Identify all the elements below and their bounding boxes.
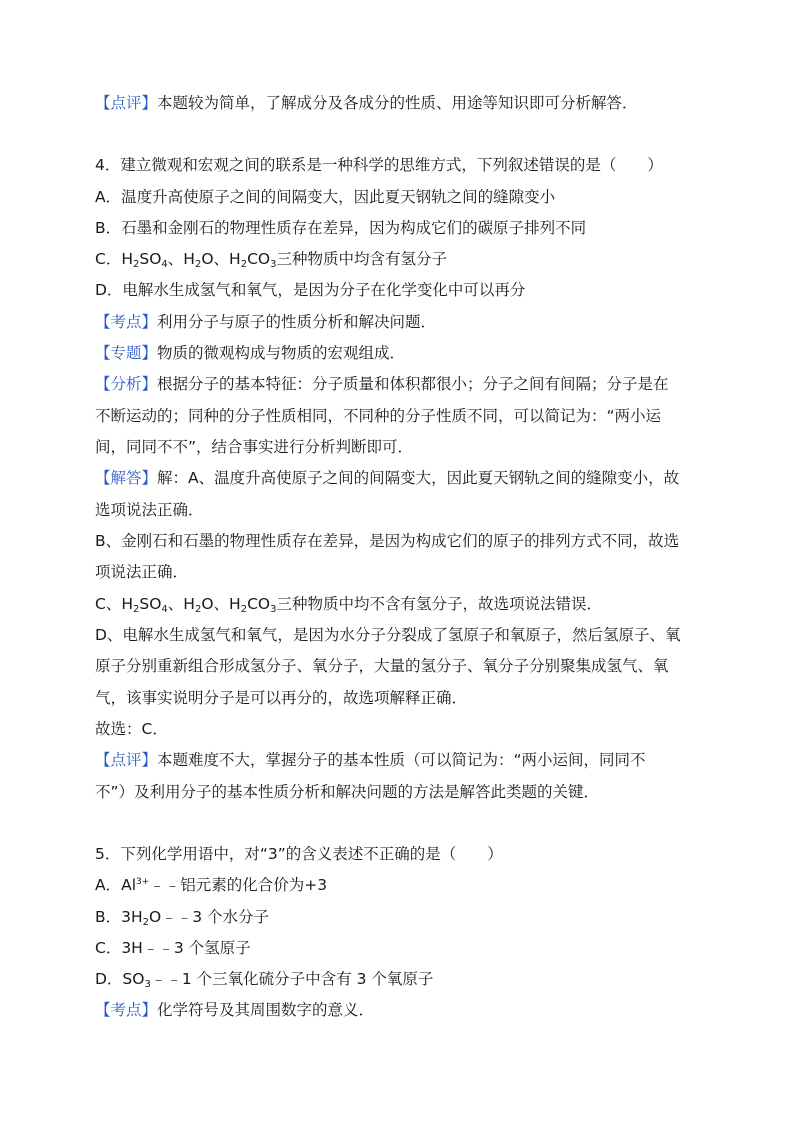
formula-subscript: 3: [270, 604, 277, 615]
q5-option-b: [95, 908, 269, 927]
charge-superscript: 3+: [136, 877, 150, 887]
zhuanti-tag: 【专题】: [95, 344, 158, 362]
formula-subscript: 2: [194, 604, 202, 615]
option-d-suffix: ﹣﹣1 个三氧化硫分子中含有 3 个氧原子: [150, 970, 434, 988]
q4-jieda-line2: 选项说法正确．: [95, 501, 204, 519]
q4-dianping-line2: 不”）及利用分子的基本性质分析和解决问题的方法是解答此类题的关键．: [95, 783, 600, 801]
dianping-tag: 【点评】: [95, 751, 158, 769]
q5-kaodian: [95, 1001, 374, 1020]
option-b-suffix: O﹣﹣3 个水分子: [149, 908, 270, 926]
formula-subscript: 2: [132, 259, 140, 270]
formula-part: H: [183, 250, 195, 268]
q4-jieda-line7: 原子分别重新组合形成氢分子、氧分子，大量的氢分子、氧分子分别聚集成氢气、氧: [95, 657, 669, 675]
q5-option-a: [95, 876, 327, 895]
formula-subscript: 3: [270, 259, 277, 270]
kaodian-tag: 【考点】: [95, 1001, 158, 1019]
formula-part: SO: [139, 250, 162, 268]
separator: 、: [213, 595, 230, 613]
q4-zhuanti: [95, 344, 405, 363]
formula-subscript: 2: [142, 917, 150, 928]
review-tag: 【点评】: [95, 94, 158, 112]
q4-jieda-line4: 项说法正确．: [95, 563, 189, 581]
q4-fenxi-line3: 间，同同不不”，结合事实进行分析判断即可．: [95, 438, 414, 456]
formula-subscript: 2: [194, 259, 202, 270]
jieda-tag: 【解答】: [95, 469, 158, 487]
fenxi-text: 根据分子的基本特征：分子质量和体积都很小；分子之间有间隔；分子是在: [157, 375, 669, 393]
jieda-c-prefix: C、: [95, 595, 122, 613]
formula-part: CO: [247, 595, 271, 613]
q4-answer: 故选：C．: [95, 720, 168, 738]
q5-option-d: [95, 970, 433, 989]
kaodian-text: 利用分子与原子的性质分析和解决问题．: [157, 313, 437, 331]
q4-option-b: B．石墨和金刚石的物理性质存在差异，因为构成它们的碳原子排列不同: [95, 219, 587, 237]
q4-fenxi: [95, 375, 669, 394]
option-c-prefix: C．: [95, 250, 122, 268]
jieda-c-suffix: 三种物质中均不含有氢分子，故选项说法错误．: [276, 595, 602, 613]
formula-part: H: [121, 595, 133, 613]
option-a-suffix: ﹣﹣铝元素的化合价为+3: [149, 876, 328, 894]
q4-dianping: [95, 751, 646, 770]
kaodian-text: 化学符号及其周围数字的意义．: [157, 1001, 375, 1019]
formula-part: O: [201, 595, 214, 613]
dianping-text: 本题难度不大，掌握分子的基本性质（可以简记为：“两小运间，同同不: [157, 751, 646, 769]
option-a-prefix: A．Al: [95, 876, 137, 894]
formula-subscript: 2: [132, 604, 140, 615]
kaodian-tag: 【考点】: [95, 313, 158, 331]
q4-stem: 4．建立微观和宏观之间的联系是一种科学的思维方式，下列叙述错误的是（ ）: [95, 156, 663, 174]
q4-option-d: D．电解水生成氢气和氧气，是因为分子在化学变化中可以再分: [95, 281, 526, 299]
option-c-suffix: 三种物质中均含有氢分子: [276, 250, 447, 268]
q4-jieda-line5: [95, 595, 602, 614]
q4-jieda-line6: D、电解水生成氢气和氧气，是因为水分子分裂成了氢原子和氧原子，然后氢原子、氧: [95, 626, 681, 644]
fenxi-tag: 【分析】: [95, 375, 158, 393]
separator: 、: [167, 250, 184, 268]
q5-option-c: C．3H﹣﹣3 个氢原子: [95, 939, 251, 957]
q4-option-c: [95, 250, 447, 269]
prev-review-line: [95, 94, 638, 113]
jieda-text: 解：A、温度升高使原子之间的间隔变大，因此夏天钢轨之间的缝隙变小，故: [157, 469, 680, 487]
formula-subscript: 2: [240, 259, 248, 270]
q4-jieda-line3: B、金刚石和石墨的物理性质存在差异，是因为构成它们的原子的排列方式不同，故选: [95, 532, 680, 550]
formula-part: H: [229, 250, 241, 268]
q4-kaodian: [95, 313, 436, 332]
review-text: 本题较为简单，了解成分及各成分的性质、用途等知识即可分析解答．: [157, 94, 638, 112]
formula-subscript: 4: [161, 259, 168, 270]
formula-subscript: 2: [240, 604, 248, 615]
q5-stem: 5．下列化学用语中，对“3”的含义表述不正确的是（ ）: [95, 845, 503, 863]
formula-part: CO: [247, 250, 271, 268]
q4-option-a: A．温度升高使原子之间的间隔变大，因此夏天钢轨之间的缝隙变小: [95, 188, 556, 206]
option-b-prefix: B．3H: [95, 908, 143, 926]
option-d-prefix: D．SO: [95, 970, 145, 988]
q4-fenxi-line2: 不断运动的；同种的分子性质相同，不同种的分子性质不同，可以简记为：“两小运: [95, 407, 662, 425]
separator: 、: [213, 250, 230, 268]
formula-part: O: [201, 250, 214, 268]
formula-subscript: 3: [144, 979, 151, 990]
formula-part: H: [229, 595, 241, 613]
formula-part: H: [183, 595, 195, 613]
q4-jieda: [95, 469, 679, 488]
formula-part: H: [121, 250, 133, 268]
separator: 、: [167, 595, 184, 613]
formula-subscript: 4: [161, 604, 168, 615]
formula-part: SO: [139, 595, 162, 613]
zhuanti-text: 物质的微观构成与物质的宏观组成．: [157, 344, 406, 362]
q4-jieda-line8: 气，该事实说明分子是可以再分的，故选项解释正确．: [95, 689, 468, 707]
